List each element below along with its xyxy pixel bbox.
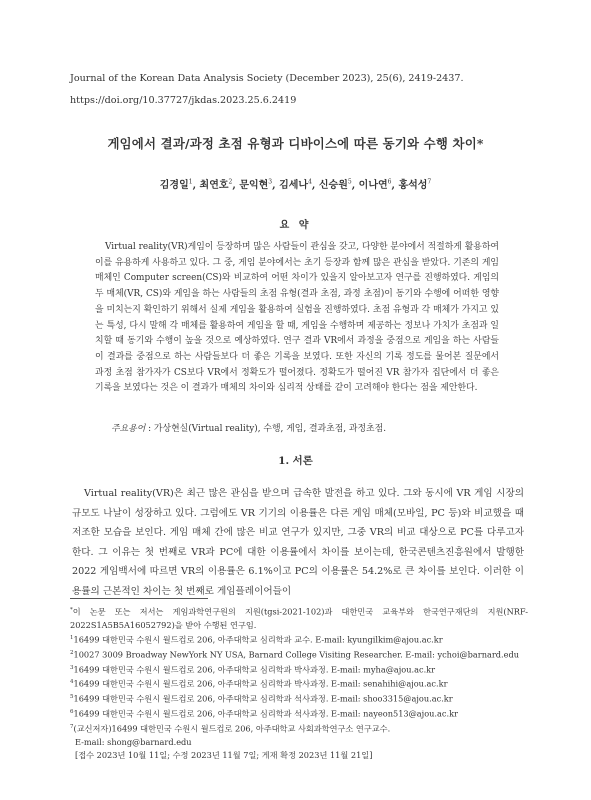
author-affiliation-mark: 6 <box>387 178 392 186</box>
author-list: 김경일$^1$, 최연호$^2$, 문익현$^3$, 김세나$^4$, 신승원$^5$, 이나연$^6$, 홍석성$^7$ <box>159 178 432 191</box>
author-affiliation-mark: 4 <box>308 178 312 186</box>
keywords-list: : 가상현실(Virtual reality), 수행, 게임, 결과초점, 과정초점. <box>145 424 387 434</box>
footnote-item: $^4$16499 대한민국 수원시 월드컵로 206, 아주대학교 심리학과 박사과정. E-mail: senahihi@ajou.ac.kr <box>70 679 448 690</box>
footnote-email-line: E-mail: shong@barnard.edu <box>75 736 192 747</box>
footnote-item: $^2$10027 3009 Broadway NewYork NY USA, Barnard College Visiting Researcher. E-mail: ychoi@barnard.edu <box>70 649 519 660</box>
footnote-item: $^6$16499 대한민국 수원시 월드컵로 206, 아주대학교 심리학과 석사과정. E-mail: nayeon513@ajou.ac.kr <box>70 708 458 719</box>
footnote-item: $^3$16499 대한민국 수원시 월드컵로 206, 아주대학교 심리학과 박사과정. E-mail: myha@ajou.ac.kr <box>70 664 436 675</box>
author-affiliation-mark: 5 <box>347 178 352 186</box>
keywords-label: 주요용어 <box>111 424 146 434</box>
footnote-funding: *이 논문 또는 저서는 게임과학연구원의 지원(tgsi-2021-102)과 대한민국 교육부와 한국연구재단의 지원(NRF-2022S1A5B5A16052792)을 받아 수행된 연구임. <box>70 606 528 630</box>
abstract-text: Virtual reality(VR)게임이 등장하며 많은 사람들이 관심을 갖고, 다양한 분야에서 적절하게 활용하여 이를 유용하게 사용하고 있다. 그 중, 게임 분야에서는 초기 등장과 함께 많은 관심을 받았다. 기존의 게임 매체인 Computer screen(CS)와 비교하여 어떤 차이가 있을지 알아보고자 연구를 진행하였다. 게임의 두 매체(VR, CS)와 게임을 하는 사람들의 초점 유형(결과 초점, 과정 초점)이 동기와 수행에 어떠한 영향을 미치는지 확인하기 위해서 실제 게임을 활용하여 실험을 진행하였다. 초점 유형과 각 매체가 가지고 있는 특성, 다시 말해 각 매체를 활용하여 게임을 할 때, 게임을 수행하며 제공하는 정보나 가치가 초점과 일치할 때 동기와 수행이 높을 것으로 예상하였다. 연구 결과 VR에서 과정을 중점으로 게임을 하는 사람들이 결과를 중점으로 하는 사람들보다 더 좋은 기록을 보였다. 또한 자신의 기록 정도를 물어본 질문에서 과정 초점 참가자가 CS보다 VR에서 정확도가 떨어졌다. 정확도가 떨어진 VR 참가자 집단에서 더 좋은 기록을 보였다는 것은 이 결과가 매체의 차이와 심리적 상태를 같이 고려해야 한다는 점을 제안한다. <box>95 242 499 394</box>
footnote-item: $^7$(교신저자)16499 대한민국 수원시 월드컵로 206, 아주대학교 사회과학연구소 연구교수. <box>70 723 391 734</box>
footnote-divider <box>70 598 208 599</box>
author-name: 김세나 <box>279 180 309 191</box>
paper-title: 게임에서 결과/과정 초점 유형과 디바이스에 따른 동기와 수행 차이* <box>107 136 484 151</box>
section-body-text: Virtual reality(VR)은 최근 많은 관심을 받으며 급속한 발전을 하고 있다. 그와 동시에 VR 게임 시장의 규모도 나날이 성장하고 있다. 그럼에도 VR 기기의 이용률은 다른 게임 매체(모바일, PC 등)와 비교했을 때 저조한 모습을 보인다. 게임 매체 간에 많은 비교 연구가 있지만, 그중 VR의 비교 대상으로 PC를 다루고자 한다. 그 이유는 첫 번째로 VR과 PC에 대한 이용률에서 차이를 보이는데, 한국콘텐츠진흥원에서 발행한 2022 게임백서에 따르면 VR의 이용률은 6.1%이고 PC의 이용률은 54.2%로 큰 차이를 보인다. 이러한 이용률의 근본적인 차이는 첫 번째로 게임플레이어들이 <box>72 488 524 597</box>
section-heading: 1. 서론 <box>278 455 313 467</box>
footnote-dates: [접수 2023년 10월 11일; 수정 2023년 11월 7일; 게재 확정 2023년 11월 21일] <box>75 749 373 760</box>
footnote-item: $^1$16499 대한민국 수원시 월드컵로 206, 아주대학교 심리학과 교수. E-mail: kyungilkim@ajou.ac.kr <box>70 634 443 645</box>
footnotes <box>70 604 528 762</box>
abstract-heading: 요 약 <box>279 220 312 231</box>
journal-citation: Journal of the Korean Data Analysis Society (December 2023), 25(6), 2419-2437. <box>70 73 464 84</box>
doi-link[interactable]: https://doi.org/10.37727/jkdas.2023.25.6.2419 <box>70 95 297 106</box>
footnote-list <box>70 632 528 736</box>
author-name: 문익현 <box>239 180 269 191</box>
author-affiliation-mark: 7 <box>427 178 432 186</box>
author-affiliation-mark: 1 <box>188 178 193 186</box>
footnote-item: $^5$16499 대한민국 수원시 월드컵로 206, 아주대학교 심리학과 석사과정. E-mail: shoo3315@ajou.ac.kr <box>70 693 453 704</box>
author-affiliation-mark: 2 <box>228 178 233 186</box>
author-name: 신승원 <box>318 180 348 191</box>
author-name: 홍석성 <box>398 180 428 191</box>
keywords <box>111 421 386 434</box>
author-name: 김경일 <box>159 180 189 191</box>
author-name: 이나연 <box>358 180 388 191</box>
author-affiliation-mark: 3 <box>268 178 273 186</box>
author-name: 최연호 <box>199 180 229 191</box>
